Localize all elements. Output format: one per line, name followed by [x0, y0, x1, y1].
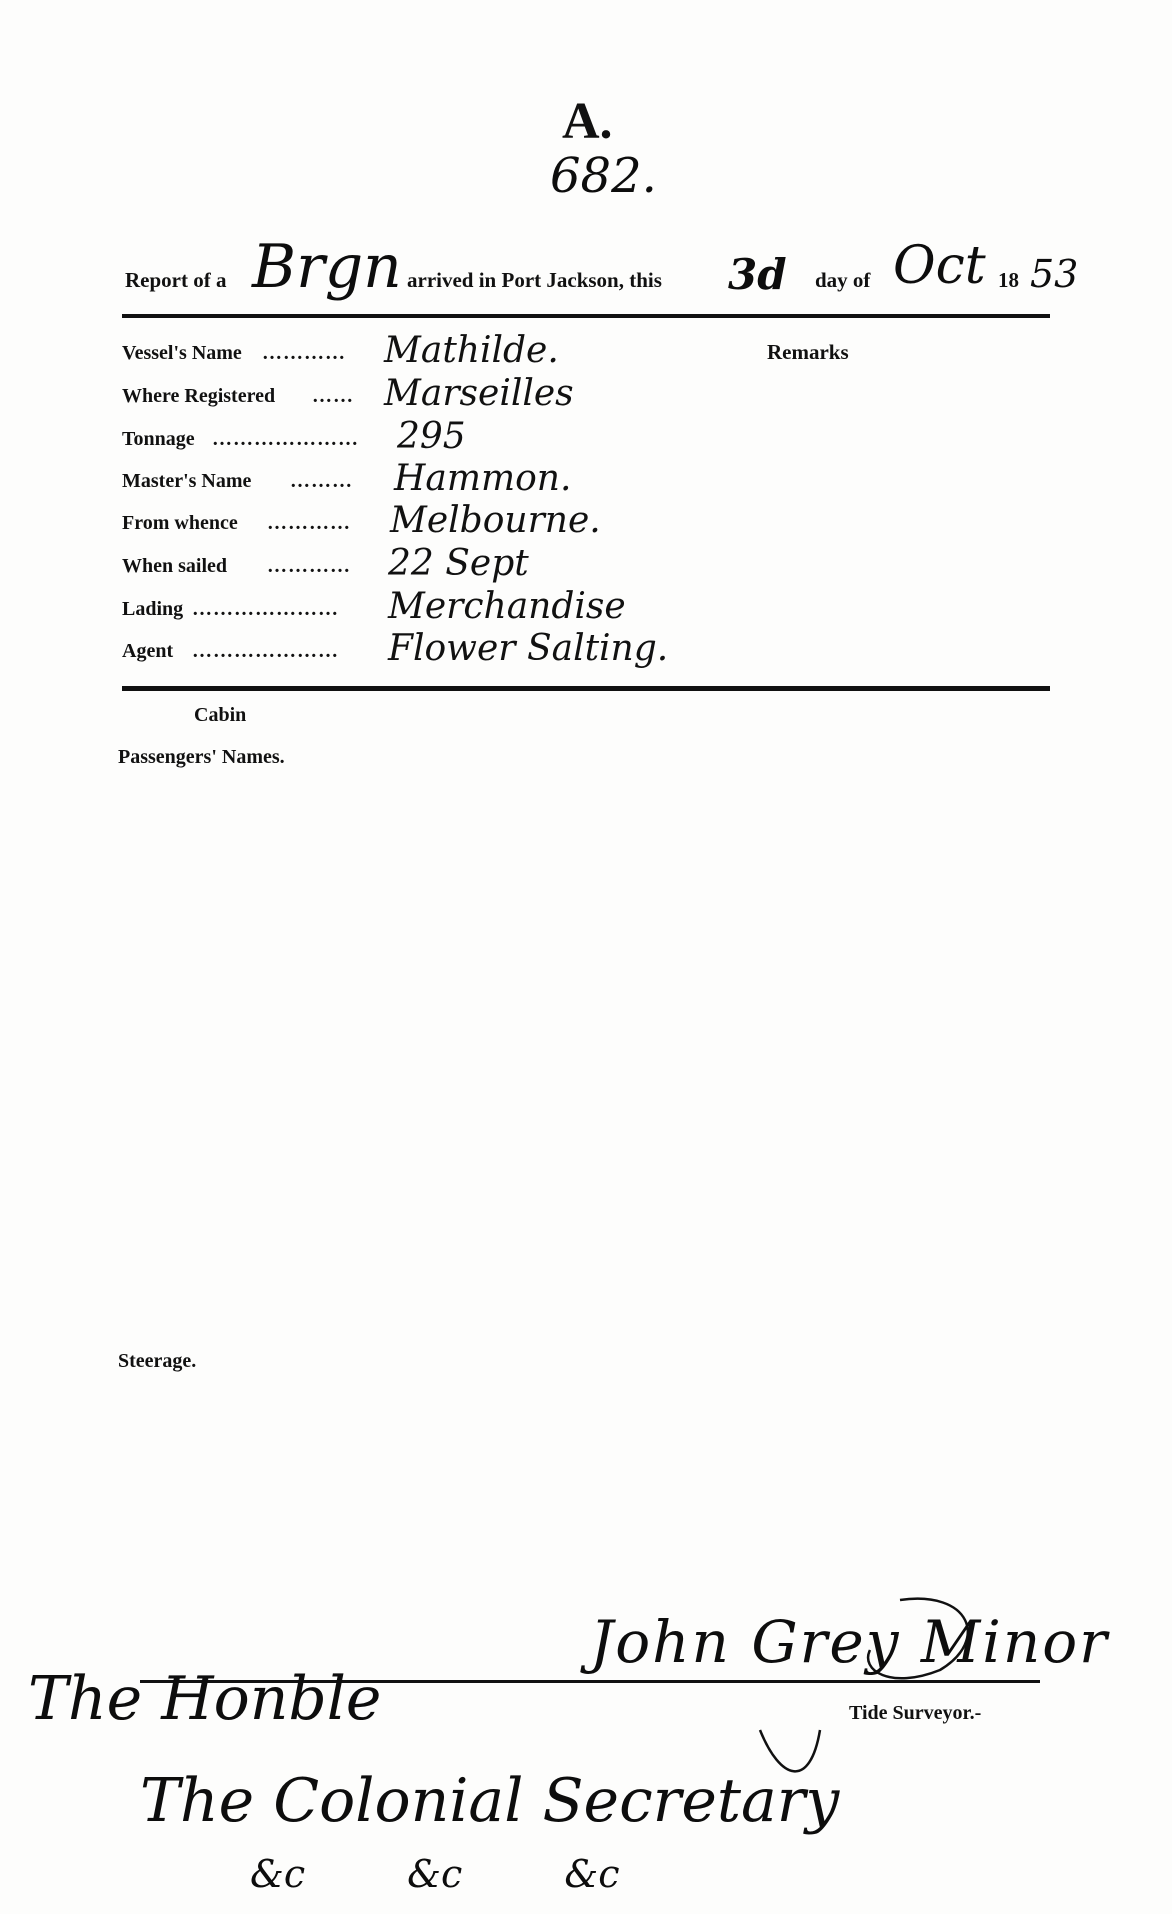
- signature-name: John Grey Minor: [590, 1608, 1109, 1676]
- address-line-2: The Colonial Secretary: [140, 1766, 840, 1836]
- report-middle: arrived in Port Jackson, this: [407, 268, 662, 292]
- middle-rule: [122, 686, 1050, 691]
- field-when-sailed: [122, 543, 1062, 589]
- field-leader-dots: ………: [290, 470, 353, 492]
- field-value: 22 Sept: [388, 543, 529, 584]
- field-value: Melbourne.: [390, 500, 601, 541]
- address-line-1: The Honble: [28, 1664, 382, 1734]
- steerage-label: Steerage.: [118, 1350, 197, 1372]
- arrival-day: 3d: [728, 250, 787, 299]
- field-label: Vessel's Name: [122, 342, 242, 364]
- field-label: When sailed: [122, 555, 228, 577]
- form-letter: A.: [562, 93, 613, 150]
- field-agent: [122, 628, 1062, 674]
- field-label: Lading: [122, 598, 184, 620]
- field-vessel-name: [122, 330, 1062, 376]
- field-master-name: [122, 458, 1062, 504]
- field-value: Merchandise: [388, 586, 626, 627]
- field-label: From whence: [122, 512, 238, 534]
- field-tonnage: [122, 416, 1062, 462]
- field-value: 295: [397, 416, 466, 457]
- field-leader-dots: …………: [267, 512, 351, 534]
- field-value: Hammon.: [394, 458, 572, 499]
- field-value: Mathilde.: [384, 330, 559, 371]
- vessel-type: Brgn: [252, 232, 402, 302]
- year-prefix: 18: [998, 268, 1019, 292]
- report-prefix: Report of a: [125, 268, 227, 292]
- field-leader-dots: ……: [312, 385, 354, 407]
- cabin-label: Cabin: [194, 704, 247, 726]
- field-label: Agent: [122, 640, 174, 662]
- field-lading: [122, 586, 1062, 632]
- field-leader-dots: …………: [262, 342, 346, 364]
- field-leader-dots: …………………: [192, 640, 339, 662]
- field-where-registered: [122, 373, 1062, 419]
- passengers-names-label: Passengers' Names.: [118, 746, 285, 768]
- day-of-label: day of: [815, 268, 871, 292]
- field-label: Master's Name: [122, 470, 252, 492]
- field-label: Tonnage: [122, 428, 195, 450]
- field-label: Where Registered: [122, 385, 276, 407]
- document-number: 682.: [550, 148, 657, 204]
- field-value: Marseilles: [384, 373, 574, 414]
- field-from-whence: [122, 500, 1062, 546]
- field-leader-dots: …………: [267, 555, 351, 577]
- tide-surveyor-label: Tide Surveyor.-: [849, 1702, 982, 1724]
- remarks-label: Remarks: [767, 340, 849, 364]
- field-leader-dots: …………………: [192, 598, 339, 620]
- arrival-month: Oct: [893, 236, 986, 296]
- field-value: Flower Salting.: [388, 628, 669, 669]
- arrival-year: 53: [1030, 252, 1079, 296]
- field-leader-dots: …………………: [212, 428, 359, 450]
- top-rule: [122, 314, 1050, 318]
- address-line-3: &c &c &c: [250, 1852, 620, 1896]
